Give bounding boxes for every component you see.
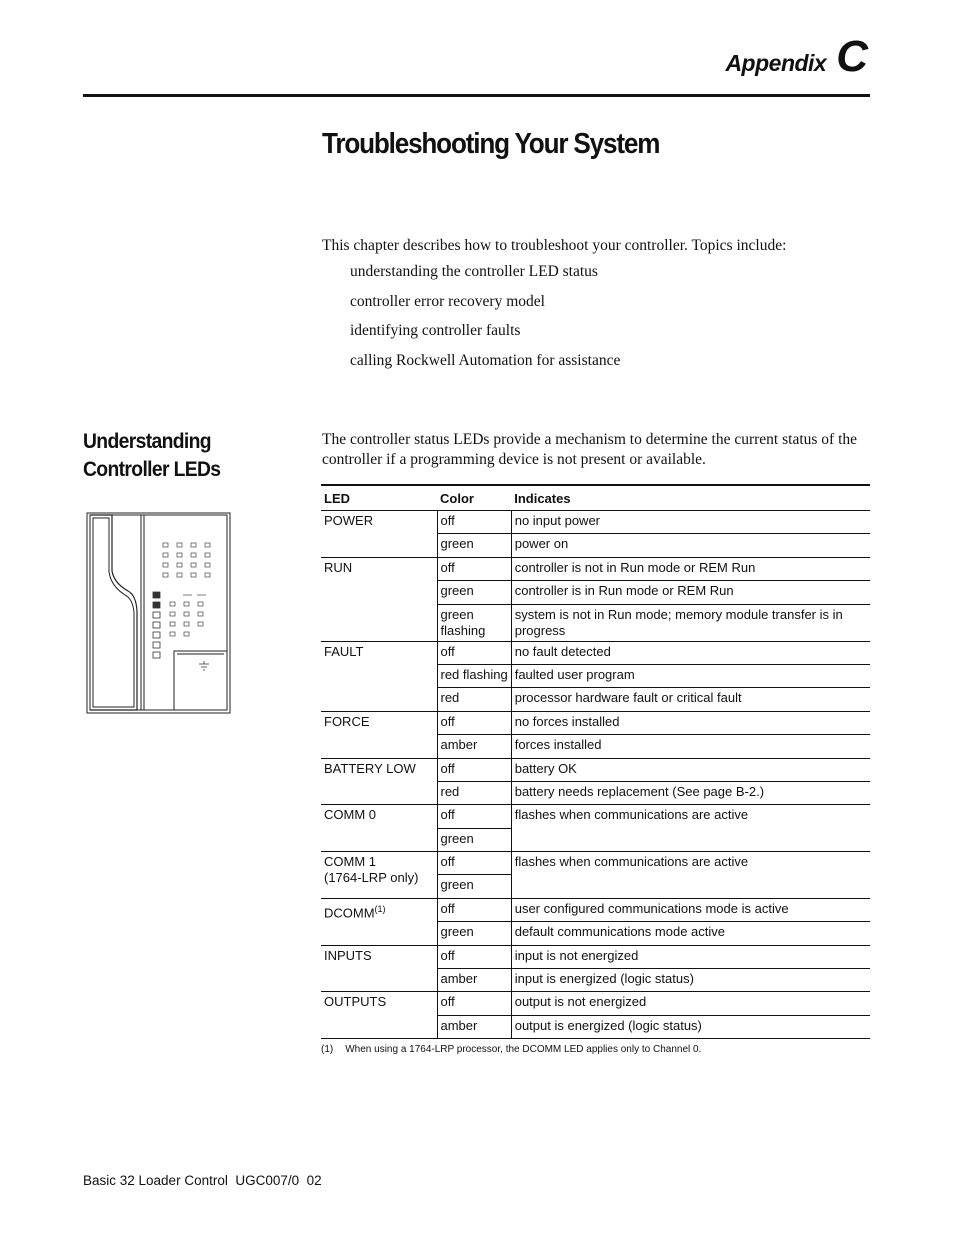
status-led-column	[153, 592, 160, 658]
led-name: BATTERY LOW	[321, 758, 437, 805]
led-indicates: battery OK	[511, 758, 870, 781]
topic-item: calling Rockwell Automation for assistance	[350, 351, 621, 369]
topic-list	[322, 257, 882, 375]
led-color: off	[437, 945, 511, 968]
table-row	[321, 758, 870, 781]
header-rule	[83, 94, 870, 97]
section-heading-line2: Controller LEDs	[83, 458, 221, 481]
led-indicates: output is not energized	[511, 992, 870, 1015]
led-color-line1: green	[440, 606, 474, 622]
led-indicates: input is not energized	[511, 945, 870, 968]
led-color: green	[437, 875, 511, 898]
section-heading	[83, 428, 220, 484]
led-indicates: controller is not in Run mode or REM Run	[511, 557, 870, 580]
table-row	[321, 557, 870, 580]
led-color: off	[437, 805, 511, 828]
header-led: LED	[321, 485, 437, 511]
led-color: off	[437, 898, 511, 921]
led-color: green	[437, 828, 511, 851]
footnote-ref: (1)	[374, 903, 386, 914]
footnote-text: When using a 1764-LRP processor, the DCOMM LED applies only to Channel 0.	[345, 1044, 702, 1055]
led-color: red	[437, 781, 511, 804]
led-indicates: power on	[511, 534, 870, 557]
led-color: off	[437, 557, 511, 580]
table-row	[321, 992, 870, 1015]
section-heading-line1: Understanding	[83, 430, 211, 453]
led-name: INPUTS	[321, 945, 437, 992]
footnote-mark: (1)	[321, 1044, 334, 1055]
led-name: POWER	[321, 511, 437, 558]
led-color: red flashing	[437, 664, 511, 687]
led-indicates: input is energized (logic status)	[511, 969, 870, 992]
led-color: green	[437, 581, 511, 604]
led-indicates: flashes when communications are active	[511, 852, 870, 899]
led-indicates: system is not in Run mode; memory module transfer is in progress	[511, 604, 870, 641]
led-color: amber	[437, 969, 511, 992]
led-status-table	[321, 484, 870, 1039]
table-row	[321, 852, 870, 875]
led-name: RUN	[321, 557, 437, 641]
led-indicates: forces installed	[511, 735, 870, 758]
led-name-text: DCOMM	[324, 905, 375, 921]
led-color: off	[437, 641, 511, 664]
io-led-grid	[170, 595, 206, 636]
led-indicates: output is energized (logic status)	[511, 1015, 870, 1038]
led-indicates: no fault detected	[511, 641, 870, 664]
led-name: OUTPUTS	[321, 992, 437, 1039]
led-indicates: no forces installed	[511, 711, 870, 734]
led-color: green	[437, 922, 511, 945]
led-color: off	[437, 992, 511, 1015]
topic-item: controller error recovery model	[350, 292, 545, 310]
table-row	[321, 945, 870, 968]
led-name: FAULT	[321, 641, 437, 711]
table-row	[321, 511, 870, 534]
led-color: amber	[437, 735, 511, 758]
led-name-line2: (1764-LRP only)	[324, 870, 419, 886]
table-header-row	[321, 485, 870, 511]
led-color: off	[437, 852, 511, 875]
led-indicates: user configured communications mode is active	[511, 898, 870, 921]
led-color: green	[437, 534, 511, 557]
appendix-letter: C	[836, 32, 868, 81]
table-row	[321, 898, 870, 921]
table-row	[321, 641, 870, 664]
page-footer: Basic 32 Loader Control UGC007/0 02	[83, 1173, 322, 1188]
page-title: Troubleshooting Your System	[322, 128, 660, 160]
header-color: Color	[437, 485, 511, 511]
led-color-line2: flashing	[440, 622, 486, 638]
led-name	[321, 898, 437, 945]
led-name	[321, 852, 437, 899]
led-name: FORCE	[321, 711, 437, 758]
led-color: red	[437, 688, 511, 711]
led-indicates: no input power	[511, 511, 870, 534]
appendix-heading	[725, 32, 868, 82]
intro-block	[322, 235, 882, 375]
controller-illustration	[84, 511, 232, 714]
appendix-word: Appendix	[725, 50, 827, 76]
topic-item: identifying controller faults	[350, 322, 521, 339]
led-name-line1: COMM 1	[324, 854, 376, 870]
led-indicates: default communications mode active	[511, 922, 870, 945]
intro-text: This chapter describes how to troubleshoot your controller. Topics include:	[322, 237, 787, 254]
led-color: off	[437, 711, 511, 734]
ground-symbol-icon	[199, 661, 209, 670]
led-color: amber	[437, 1015, 511, 1038]
led-indicates: processor hardware fault or critical fault	[511, 688, 870, 711]
topic-item: understanding the controller LED status	[350, 263, 598, 280]
controller-door	[90, 515, 137, 710]
table-row	[321, 805, 870, 828]
led-grid-top	[163, 543, 210, 577]
led-color: off	[437, 511, 511, 534]
table-footnote	[321, 1044, 701, 1055]
led-indicates: controller is in Run mode or REM Run	[511, 581, 870, 604]
led-color: off	[437, 758, 511, 781]
led-name: COMM 0	[321, 805, 437, 852]
led-indicates: flashes when communications are active	[511, 805, 870, 852]
led-indicates: battery needs replacement (See page B-2.)	[511, 781, 870, 804]
memory-module-slot	[174, 651, 227, 710]
header-indicates: Indicates	[511, 485, 870, 511]
section-text: The controller status LEDs provide a mechanism to determine the current status of the controller if a programming device is not present or available.	[322, 431, 858, 468]
table-row	[321, 711, 870, 734]
led-indicates: faulted user program	[511, 664, 870, 687]
led-color	[437, 604, 511, 641]
